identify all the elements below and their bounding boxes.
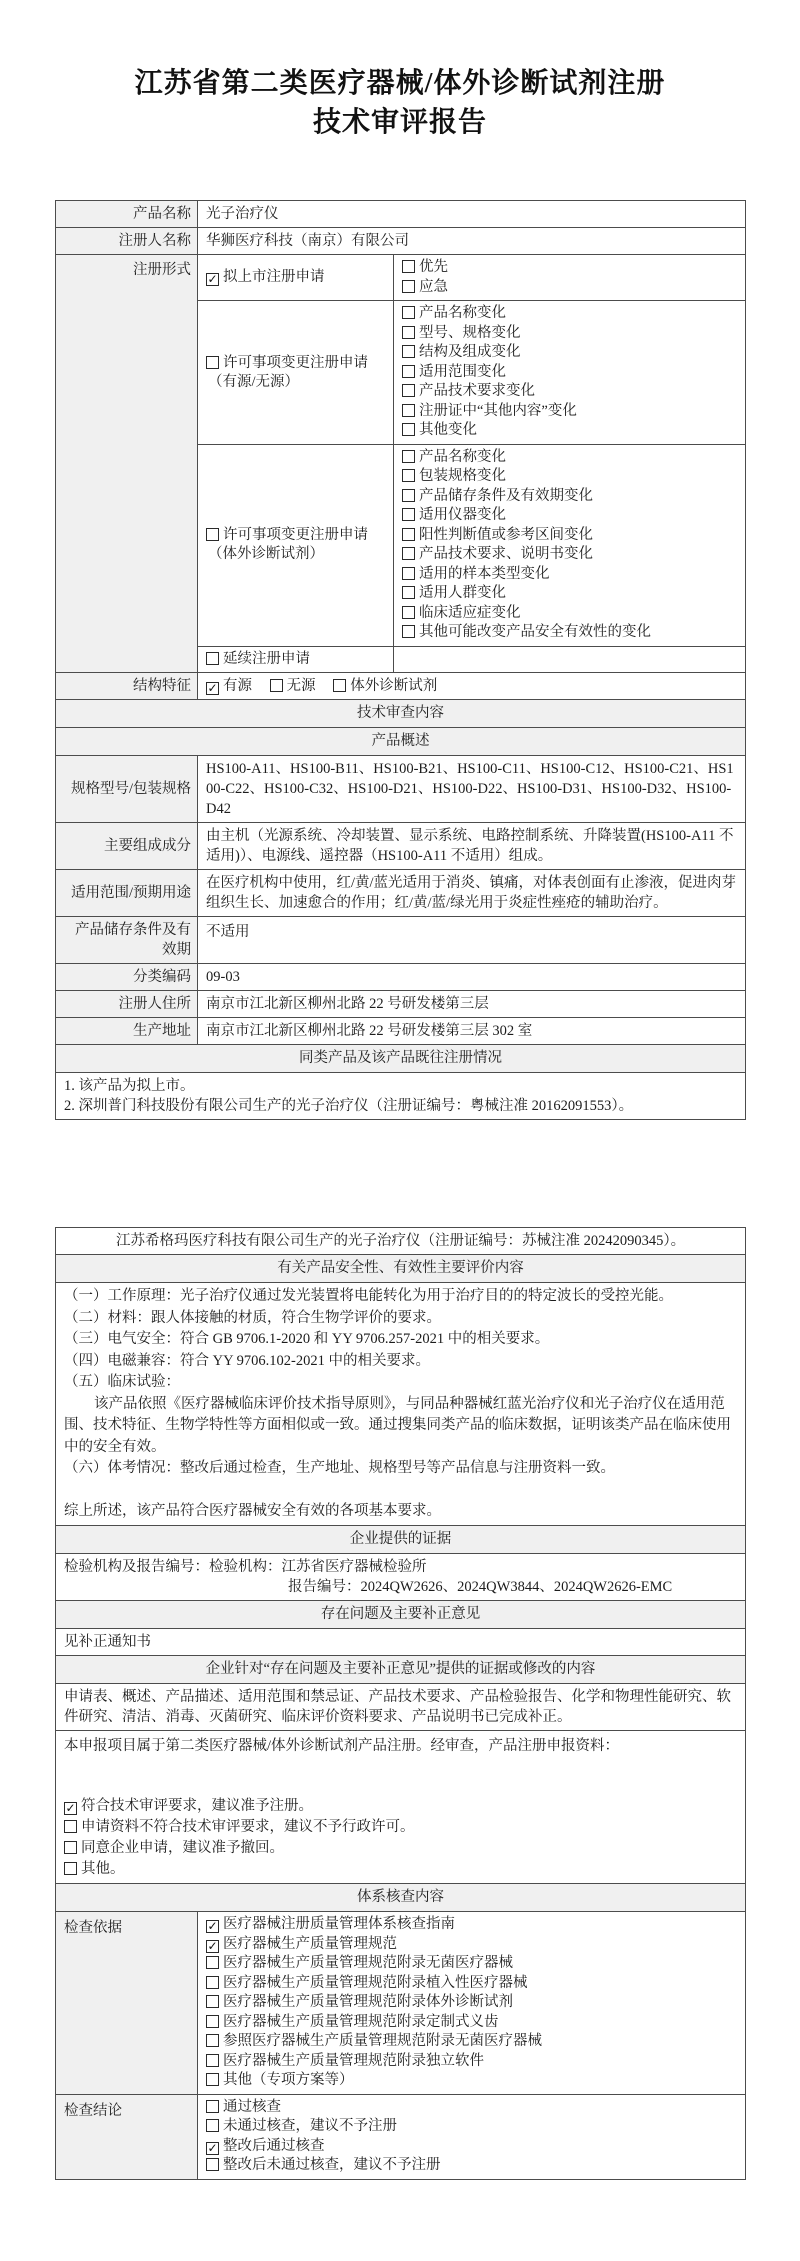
checkbox-option-label: 无源 [286, 678, 316, 694]
registrant-address-value: 南京市江北新区柳州北路 22 号研发楼第三层 [198, 991, 746, 1018]
checkbox-option [270, 676, 316, 696]
checkbox-icon [402, 365, 415, 378]
checkbox-option [64, 1796, 737, 1817]
checkbox-option-label: 医疗器械生产质量管理规范 [223, 1935, 397, 1952]
intended-use-label: 适用范围/预期用途 [56, 870, 198, 917]
checkbox-option-label: 产品名称变化 [419, 448, 506, 465]
review-conclusion-intro: 本申报项目属于第二类医疗器械/体外诊断试剂产品注册。经审查，产品注册申报资料： [64, 1738, 620, 1754]
checkbox-option [206, 676, 252, 696]
safety-evaluation-cell [56, 1283, 746, 1526]
checkbox-icon: ✓ [207, 271, 218, 286]
table-row [56, 1731, 746, 1884]
checkbox-option [402, 278, 737, 298]
table-row [56, 1526, 746, 1554]
registrant-name-value: 华狮医疗科技（南京）有限公司 [198, 228, 746, 255]
table-row [56, 1018, 746, 1045]
checkbox-option [64, 1817, 737, 1838]
change-ivd-items-cell [394, 444, 746, 646]
change-application-ivd-text: 许可事项变更注册申请 [223, 526, 368, 543]
spec-model-label: 规格型号/包装规格 [56, 756, 198, 823]
production-address-value: 南京市江北新区柳州北路 22 号研发楼第三层 302 室 [198, 1018, 746, 1045]
checkbox-option-label: 医疗器械生产质量管理规范附录定制式义齿 [223, 2013, 499, 2030]
checkbox-icon: ✓ [207, 2140, 218, 2155]
checkbox-icon [333, 679, 346, 692]
checkbox-option-label: 医疗器械生产质量管理规范附录独立软件 [223, 2052, 484, 2069]
change-active-items-cell [394, 301, 746, 445]
storage-conditions-value: 不适用 [198, 917, 746, 964]
inspection-result-items [198, 2094, 746, 2179]
checkbox-option [206, 2013, 737, 2033]
checkbox-option [64, 1838, 737, 1859]
premarket-application-text: 拟上市注册申请 [223, 268, 325, 285]
table-row [56, 1283, 746, 1526]
checkbox-icon [270, 679, 283, 692]
table-row [56, 1073, 746, 1120]
change-application-ivd-option [206, 526, 385, 546]
history-item: 2. 深圳普门科技股份有限公司生产的光子治疗仪（注册证编号：粤械注准 20162091553）。 [64, 1098, 634, 1114]
change-application-active-text: 许可事项变更注册申请 [223, 354, 368, 371]
checkbox-option [402, 448, 737, 468]
checkbox-icon [402, 586, 415, 599]
classification-code-value: 09-03 [198, 964, 746, 991]
blank-space [64, 1756, 737, 1796]
checkbox-option-label: 型号、规格变化 [419, 324, 521, 341]
checkbox-option-label: 适用人群变化 [419, 585, 506, 601]
review-content-table [55, 1227, 746, 2180]
page-title-line1: 江苏省第二类医疗器械/体外诊断试剂注册 [134, 68, 666, 99]
table-row [56, 756, 746, 823]
checkbox-option-label: 同意企业申请，建议准予撤回。 [81, 1840, 284, 1856]
checkbox-option [206, 2156, 737, 2176]
checkbox-icon [402, 528, 415, 541]
evaluation-clinical-trial-heading: （五）临床试验： [64, 1374, 180, 1390]
inspection-basis-label: 检查依据 [56, 1912, 198, 2095]
evaluation-working-principle: （一）工作原理：光子治疗仪通过发光装置将电能转化为用于治疗目的的特定波长的受控光能。 [64, 1288, 673, 1304]
review-conclusion-cell [56, 1731, 746, 1884]
checkbox-option-label: 其他可能改变产品安全有效性的变化 [419, 624, 651, 640]
checkbox-icon [206, 2015, 219, 2028]
table-row [56, 2094, 746, 2179]
table-row [56, 728, 746, 756]
renewal-application-option [206, 650, 385, 670]
checkbox-option [206, 2098, 737, 2118]
premarket-flags-cell [394, 255, 746, 301]
checkbox-option [402, 258, 737, 278]
checkbox-icon [402, 469, 415, 482]
section-header-response: 企业针对“存在问题及主要补正意见”提供的证据或修改的内容 [56, 1656, 746, 1684]
checkbox-option-label: 适用的样本类型变化 [419, 565, 550, 582]
components-value: 由主机（光源系统、冷却装置、显示系统、电路控制系统、升降装置(HS100-A11 不适用)）、电源线、遥控器（HS100-A11 不适用）组成。 [198, 823, 746, 870]
table-row [56, 870, 746, 917]
checkbox-option-label: 医疗器械生产质量管理规范附录无菌医疗器械 [223, 1955, 513, 1971]
checkbox-option-label: 产品技术要求、说明书变化 [419, 546, 593, 562]
spec-model-value: HS100-A11、HS100-B11、HS100-B21、HS100-C11、HS100-C12、HS100-C21、HS100-C22、HS100-C32、HS100-D21、HS100-D22、HS100-D31、HS100-D32、HS100-D42 [198, 756, 746, 823]
checkbox-option-label: 参照医疗器械生产质量管理规范附录无菌医疗器械 [223, 2033, 542, 2049]
history-continuation: 江苏希格玛医疗科技有限公司生产的光子治疗仪（注册证编号：苏械注准 20242090345）。 [56, 1228, 746, 1255]
checkbox-option-label: 医疗器械注册质量管理体系核查指南 [223, 1916, 455, 1932]
checkbox-icon [206, 1995, 219, 2008]
section-header-tech-review: 技术审查内容 [56, 700, 746, 728]
checkbox-icon [402, 280, 415, 293]
checkbox-icon [206, 2054, 219, 2067]
checkbox-option-label: 整改后通过核查 [223, 2137, 325, 2154]
checkbox-option [402, 304, 737, 324]
checkbox-icon: ✓ [207, 681, 218, 695]
checkbox-option-label: 通过核查 [223, 2098, 281, 2115]
checkbox-option-label: 产品名称变化 [419, 305, 506, 321]
registration-form-label: 注册形式 [56, 255, 198, 673]
checkbox-option [206, 1974, 737, 1994]
checkbox-icon [206, 2119, 219, 2132]
storage-conditions-label: 产品储存条件及有效期 [56, 917, 198, 964]
checkbox-option [402, 565, 737, 585]
structure-feature-options [198, 673, 746, 700]
evaluation-electrical-safety: （三）电气安全：符合 GB 9706.1-2020 和 YY 9706.257-2021 中的相关要求。 [64, 1331, 550, 1347]
review-conclusion-options [64, 1796, 737, 1880]
table-row [56, 991, 746, 1018]
evaluation-materials: （二）材料：跟人体接触的材质，符合生物学评价的要求。 [64, 1309, 441, 1326]
blank-line [64, 1480, 737, 1501]
table-row [56, 823, 746, 870]
checkbox-icon [402, 567, 415, 580]
page-title-line2: 技术审评报告 [312, 107, 487, 138]
checkbox-option [402, 421, 737, 441]
inspection-basis-items [198, 1912, 746, 2095]
section-header-evidence: 企业提供的证据 [56, 1526, 746, 1554]
checkbox-option-label: 临床适应症变化 [419, 604, 521, 621]
checkbox-option-label: 未通过核查，建议不予注册 [223, 2118, 397, 2134]
checkbox-option-label: 产品储存条件及有效期变化 [419, 487, 593, 504]
checkbox-option [402, 545, 737, 565]
checkbox-option [402, 487, 737, 507]
checkbox-option-label: 结构及组成变化 [419, 344, 521, 360]
evidence-inspection-agency: 检验机构及报告编号：检验机构：江苏省医疗器械检验所 [64, 1559, 427, 1575]
checkbox-option [402, 343, 737, 363]
checkbox-option [64, 1859, 737, 1880]
checkbox-option [206, 1954, 737, 1974]
checkbox-option-label: 其他。 [81, 1861, 125, 1877]
checkbox-option-label: 应急 [419, 278, 448, 295]
checkbox-icon [206, 1976, 219, 1989]
history-cell [56, 1073, 746, 1120]
premarket-application-option [206, 268, 385, 288]
checkbox-option-label: 优先 [419, 259, 448, 275]
checkbox-option-label: 适用仪器变化 [419, 507, 506, 523]
response-text: 申请表、概述、产品描述、适用范围和禁忌证、产品技术要求、产品检验报告、化学和物理性能研究、软件研究、清洁、消毒、灭菌研究、临床评价资料要求、产品说明书已完成补正。 [56, 1684, 746, 1731]
structure-feature-label: 结构特征 [56, 673, 198, 700]
checkbox-icon [402, 326, 415, 339]
evidence-cell [56, 1554, 746, 1601]
checkbox-option-label: 注册证中“其他内容”变化 [419, 402, 577, 419]
product-name-value: 光子治疗仪 [198, 201, 746, 228]
change-application-active-cell [198, 301, 394, 445]
table-row [56, 1656, 746, 1684]
checkbox-option [206, 2032, 737, 2052]
checkbox-icon [402, 306, 415, 319]
table-row [56, 1884, 746, 1912]
checkbox-icon [64, 1820, 77, 1833]
checkbox-icon [206, 1956, 219, 1969]
checkbox-option [206, 2117, 737, 2137]
table-row [56, 255, 746, 301]
evaluation-emc: （四）电磁兼容：符合 YY 9706.102-2021 中的相关要求。 [64, 1352, 430, 1369]
checkbox-option-label: 体外诊断试剂 [350, 678, 438, 694]
checkbox-option [206, 1993, 737, 2013]
table-row [56, 1255, 746, 1283]
checkbox-option [402, 506, 737, 526]
checkbox-icon [402, 606, 415, 619]
evaluation-clinical-trial-detail: 该产品依照《医疗器械临床评价技术指导原则》，与同品种器械红蓝光治疗仪和光子治疗仪在适用范围、技术特征、生物学特性等方面相似或一致。通过搜集同类产品的临床数据，证明该类产品在临床使用中的安全有效。 [64, 1395, 731, 1455]
components-label: 主要组成成分 [56, 823, 198, 870]
checkbox-option [402, 584, 737, 604]
table-row [56, 1912, 746, 2095]
checkbox-option-label: 包装规格变化 [419, 468, 506, 484]
evaluation-summary: 综上所述，该产品符合医疗器械安全有效的各项基本要求。 [64, 1502, 441, 1519]
checkbox-icon [402, 450, 415, 463]
table-row [56, 964, 746, 991]
checkbox-icon [64, 1862, 77, 1875]
registrant-name-label: 注册人名称 [56, 228, 198, 255]
product-name-label: 产品名称 [56, 201, 198, 228]
evaluation-system-inspection: （六）体考情况：整改后通过检查，生产地址、规格型号等产品信息与注册资料一致。 [64, 1460, 615, 1476]
checkbox-option [402, 467, 737, 487]
checkbox-option-label: 有源 [223, 678, 252, 694]
table-row [56, 1601, 746, 1629]
checkbox-icon [402, 625, 415, 638]
checkbox-icon [402, 508, 415, 521]
section-header-safety-evaluation: 有关产品安全性、有效性主要评价内容 [56, 1255, 746, 1283]
checkbox-icon: ✓ [207, 1919, 218, 1933]
change-application-active-option [206, 354, 385, 374]
checkbox-option [402, 324, 737, 344]
production-address-label: 生产地址 [56, 1018, 198, 1045]
table-row [56, 201, 746, 228]
checkbox-icon [402, 404, 415, 417]
section-header-history: 同类产品及该产品既往注册情况 [56, 1045, 746, 1073]
table-row [56, 1554, 746, 1601]
checkbox-icon [206, 2073, 219, 2086]
change-application-ivd-subtext: （体外诊断试剂） [208, 546, 324, 562]
checkbox-option [402, 382, 737, 402]
checkbox-option [402, 363, 737, 383]
checkbox-option-label: 产品技术要求变化 [419, 383, 535, 399]
checkbox-option [333, 676, 437, 696]
premarket-application-cell [198, 255, 394, 301]
renewal-application-text: 延续注册申请 [223, 650, 310, 667]
checkbox-icon: ✓ [65, 1801, 76, 1815]
checkbox-option [402, 623, 737, 643]
checkbox-option-label: 其他变化 [419, 422, 477, 438]
checkbox-option-label: 其他（专项方案等） [223, 2072, 354, 2088]
table-row [56, 1629, 746, 1656]
checkbox-option-label: 符合技术审评要求，建议准予注册。 [81, 1798, 313, 1814]
checkbox-option-label: 阳性判断值或参考区间变化 [419, 526, 593, 543]
checkbox-icon [402, 260, 415, 273]
table-row [56, 1684, 746, 1731]
checkbox-icon [402, 423, 415, 436]
checkbox-icon [206, 2158, 219, 2171]
checkbox-option [402, 402, 737, 422]
checkbox-icon [206, 2100, 219, 2113]
checkbox-option-label: 整改后未通过核查，建议不予注册 [223, 2157, 441, 2173]
registration-info-table [55, 200, 746, 1120]
checkbox-icon [402, 345, 415, 358]
checkbox-option [206, 2052, 737, 2072]
table-row [56, 1045, 746, 1073]
table-row [56, 1228, 746, 1255]
checkbox-option [206, 2137, 737, 2157]
intended-use-value: 在医疗机构中使用，红/黄/蓝光适用于消炎、镇痛，对体表创面有止渗液，促进肉芽组织生长、加速愈合的作用；红/黄/蓝/绿光用于炎症性痤疮的辅助治疗。 [198, 870, 746, 917]
section-header-product-overview: 产品概述 [56, 728, 746, 756]
page-title [0, 64, 800, 142]
table-row [56, 700, 746, 728]
checkbox-icon [64, 1841, 77, 1854]
checkbox-option [206, 1935, 737, 1955]
issues-note: 见补正通知书 [56, 1629, 746, 1656]
checkbox-icon [206, 652, 219, 665]
history-item: 1. 该产品为拟上市。 [64, 1078, 195, 1094]
change-application-active-subtext: （有源/无源） [208, 374, 300, 391]
checkbox-icon [206, 2034, 219, 2047]
checkbox-icon [206, 528, 219, 541]
checkbox-icon [402, 489, 415, 502]
table-row [56, 917, 746, 964]
checkbox-option-label: 医疗器械生产质量管理规范附录植入性医疗器械 [223, 1974, 528, 1991]
evidence-report-numbers: 报告编号：2024QW2626、2024QW3844、2024QW2626-EMC [288, 1579, 673, 1595]
checkbox-option [402, 604, 737, 624]
checkbox-icon [206, 356, 219, 369]
classification-code-label: 分类编码 [56, 964, 198, 991]
checkbox-option-label: 医疗器械生产质量管理规范附录体外诊断试剂 [223, 1994, 513, 2010]
table-row [56, 228, 746, 255]
checkbox-option-label: 申请资料不符合技术审评要求，建议不予行政许可。 [81, 1819, 415, 1835]
checkbox-icon: ✓ [207, 1938, 218, 1953]
checkbox-option [402, 526, 737, 546]
checkbox-option [206, 2071, 737, 2091]
checkbox-option-label: 适用范围变化 [419, 363, 506, 380]
checkbox-icon [402, 384, 415, 397]
renewal-application-cell [198, 646, 394, 673]
checkbox-option [206, 1915, 737, 1935]
inspection-result-label: 检查结论 [56, 2094, 198, 2179]
checkbox-icon [402, 547, 415, 560]
section-header-system-check: 体系核查内容 [56, 1884, 746, 1912]
empty-cell [394, 646, 746, 673]
section-header-issues: 存在问题及主要补正意见 [56, 1601, 746, 1629]
change-application-ivd-cell [198, 444, 394, 646]
table-row [56, 673, 746, 700]
registrant-address-label: 注册人住所 [56, 991, 198, 1018]
